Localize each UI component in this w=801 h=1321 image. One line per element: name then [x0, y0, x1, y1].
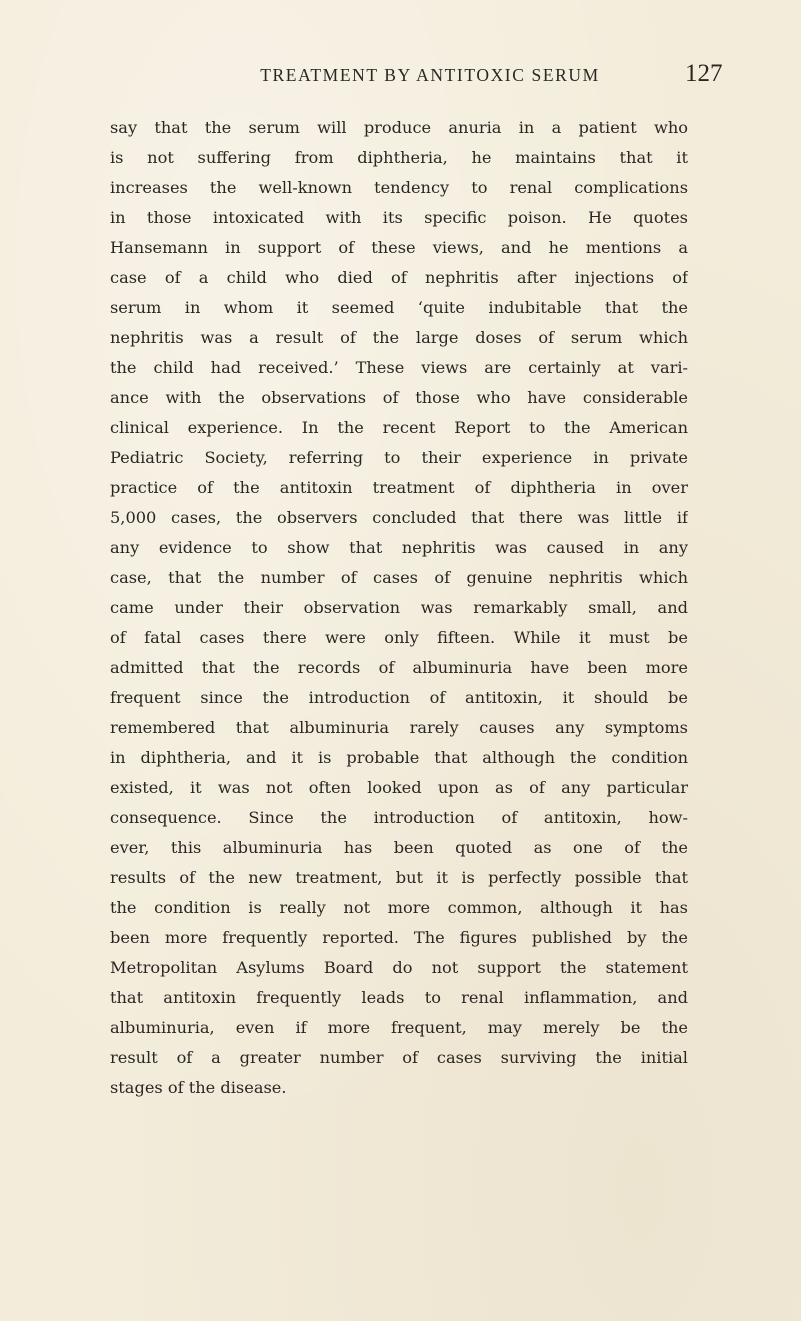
text-line: albuminuria, even if more frequent, may merely be the [110, 1018, 688, 1037]
text-line: case of a child who died of nephritis after injections of [110, 268, 688, 287]
text-line: the condition is really not more common, although it has [110, 898, 688, 917]
text-line: is not suffering from diphtheria, he maintains that it [110, 148, 688, 167]
text-line: nephritis was a result of the large doses of serum which [110, 328, 688, 347]
text-line: case, that the number of cases of genuine nephritis which [110, 568, 688, 587]
text-line: stages of the disease. [110, 1078, 287, 1097]
text-line: in diphtheria, and it is probable that although the condition [110, 748, 688, 767]
text-line: results of the new treatment, but it is perfectly possible that [110, 868, 688, 887]
body-paragraph [110, 113, 688, 1103]
text-line: remembered that albuminuria rarely causes any symptoms [110, 718, 688, 737]
text-line: increases the well-known tendency to renal complications [110, 178, 688, 197]
page-header [0, 60, 801, 94]
text-line: serum in whom it seemed ‘quite indubitable that the [110, 298, 688, 317]
text-line: consequence. Since the introduction of antitoxin, how- [110, 808, 688, 827]
text-line: that antitoxin frequently leads to renal inflammation, and [110, 988, 688, 1007]
text-line: practice of the antitoxin treatment of diphtheria in over [110, 478, 688, 497]
text-line: of fatal cases there were only fifteen. While it must be [110, 628, 688, 647]
text-line: admitted that the records of albuminuria have been more [110, 658, 688, 677]
text-line: ever, this albuminuria has been quoted as one of the [110, 838, 688, 857]
text-line: Metropolitan Asylums Board do not support the statement [110, 958, 688, 977]
text-line: any evidence to show that nephritis was caused in any [110, 538, 688, 557]
text-line: came under their observation was remarkably small, and [110, 598, 688, 617]
text-line: the child had received.’ These views are certainly at vari- [110, 358, 688, 377]
text-line: in those intoxicated with its specific poison. He quotes [110, 208, 688, 227]
text-line: clinical experience. In the recent Report to the American [110, 418, 688, 437]
running-title: TREATMENT BY ANTITOXIC SERUM [260, 65, 600, 85]
text-line: frequent since the introduction of antitoxin, it should be [110, 688, 688, 707]
text-line: Pediatric Society, referring to their experience in private [110, 448, 688, 467]
text-line: ance with the observations of those who have considerable [110, 388, 688, 407]
text-line: say that the serum will produce anuria in a patient who [110, 118, 688, 137]
text-line: existed, it was not often looked upon as of any particular [110, 778, 688, 797]
text-line: Hansemann in support of these views, and he mentions a [110, 238, 688, 257]
page-number: 127 [685, 60, 723, 87]
text-line: 5,000 cases, the observers concluded that there was little if [110, 508, 688, 527]
text-line: been more frequently reported. The figures published by the [110, 928, 688, 947]
text-line: result of a greater number of cases surviving the initial [110, 1048, 688, 1067]
